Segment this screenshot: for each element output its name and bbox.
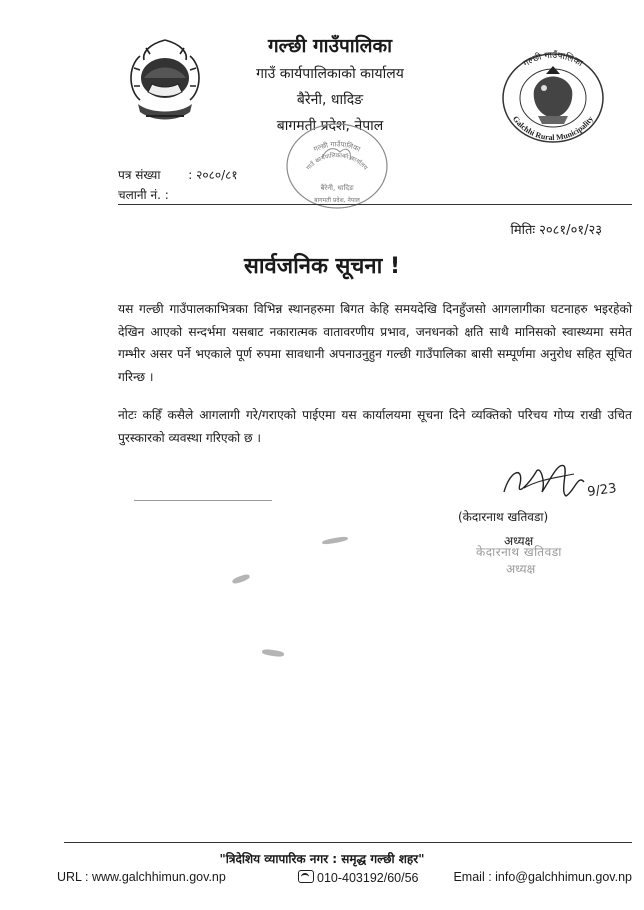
emblem-bottom-text: Galchhi Rural Municipality: [510, 114, 596, 143]
office-province: बागमती प्रदेश, नेपाल: [276, 118, 384, 134]
scan-smudge: [232, 573, 251, 585]
signature-date: 9/23: [586, 481, 618, 500]
name-stamp: केदारनाथ खतिवडा: [476, 545, 562, 559]
notice-note: नोटः कहिँ कसैले आगलागी गरे/गराएको पाईएमा यस कार्यालयमा सूचना दिने व्यक्तिको परिचय गोप्य राखी उचित पुरस्कारको व्यवस्था गरिएको छ ।: [118, 408, 632, 445]
notice-date: मितिः २०८१/०१/२३: [510, 223, 602, 238]
phone-number: 010-403192/60/56: [317, 871, 419, 885]
header-divider: [118, 204, 632, 205]
footer-divider: [64, 842, 632, 843]
svg-text:गल्छी गाउँपालिका: [312, 139, 361, 153]
patra-sankhya-value: : २०८०/८१: [188, 168, 238, 182]
stamp-line1: गल्छी गाउँपालिका: [312, 140, 362, 154]
stamp-line2: गाउँ कार्यपालिकाको कार्यालय: [305, 152, 369, 172]
footer-phone: [298, 870, 418, 885]
signatory-title: अध्यक्ष: [504, 534, 534, 548]
patra-sankhya-label: पत्र संख्या: [118, 168, 161, 182]
blank-line: [134, 500, 272, 501]
footer-url: URL : www.galchhimun.gov.np: [57, 870, 226, 884]
org-name: गल्छी गाउँपालिका: [267, 35, 393, 57]
patra-sankhya: [118, 166, 238, 183]
notice-paragraph: यस गल्छी गाउँपालकाभित्रका विभिन्न स्थानहरुमा बिगत केहि समयदेखि दिनहुँजसो आगलागीका घटनाहरु भइरहेको देखिन आएको सन्दर्भमा यसबाट नकारात्मक वातावरणीय प्रभाव, जनधनको क्षति साथै मानिसको स्वास्थ्यमा समेत गम्भीर असर पर्ने भएकाले पूर्ण रुपमा सावधानी अपनाउनुहुन गल्छी गाउँपालिका बासी सम्पूर्णमा अनुरोध सहित सूचित गरिन्छ ।: [118, 302, 632, 384]
scan-smudge: [262, 648, 285, 657]
scan-smudge: [322, 536, 348, 545]
municipality-emblem: [494, 44, 612, 144]
office-name: गाउँ कार्यपालिकाको कार्यालय: [256, 66, 404, 82]
chalani-number: चलानी नं. :: [118, 188, 169, 202]
phone-icon: [298, 870, 314, 883]
government-emblem: [120, 34, 210, 126]
stamp-line4: बागमती प्रदेश, नेपाल: [314, 197, 360, 204]
signatory-name: (केदारनाथ खतिवडा): [458, 510, 549, 524]
svg-text:गाउँ कार्यपालिकाको कार्यालय: [305, 151, 369, 172]
emblem-top-text: गल्छी गाउँपालिका: [521, 50, 585, 70]
footer-slogan: "त्रिदेशिय व्यापारिक नगर : समृद्ध गल्छी शहर": [219, 852, 425, 866]
office-location: बैरेनी, धादिङ: [296, 92, 364, 108]
stamp-line3: बैरेनी, धादिङ: [320, 184, 354, 192]
signature: [494, 452, 634, 510]
title-stamp: अध्यक्ष: [506, 562, 536, 576]
office-stamp: [282, 118, 392, 210]
footer-email: Email : info@galchhimun.gov.np: [453, 870, 632, 884]
notice-title: सार्वजनिक सूचना !: [243, 254, 401, 279]
